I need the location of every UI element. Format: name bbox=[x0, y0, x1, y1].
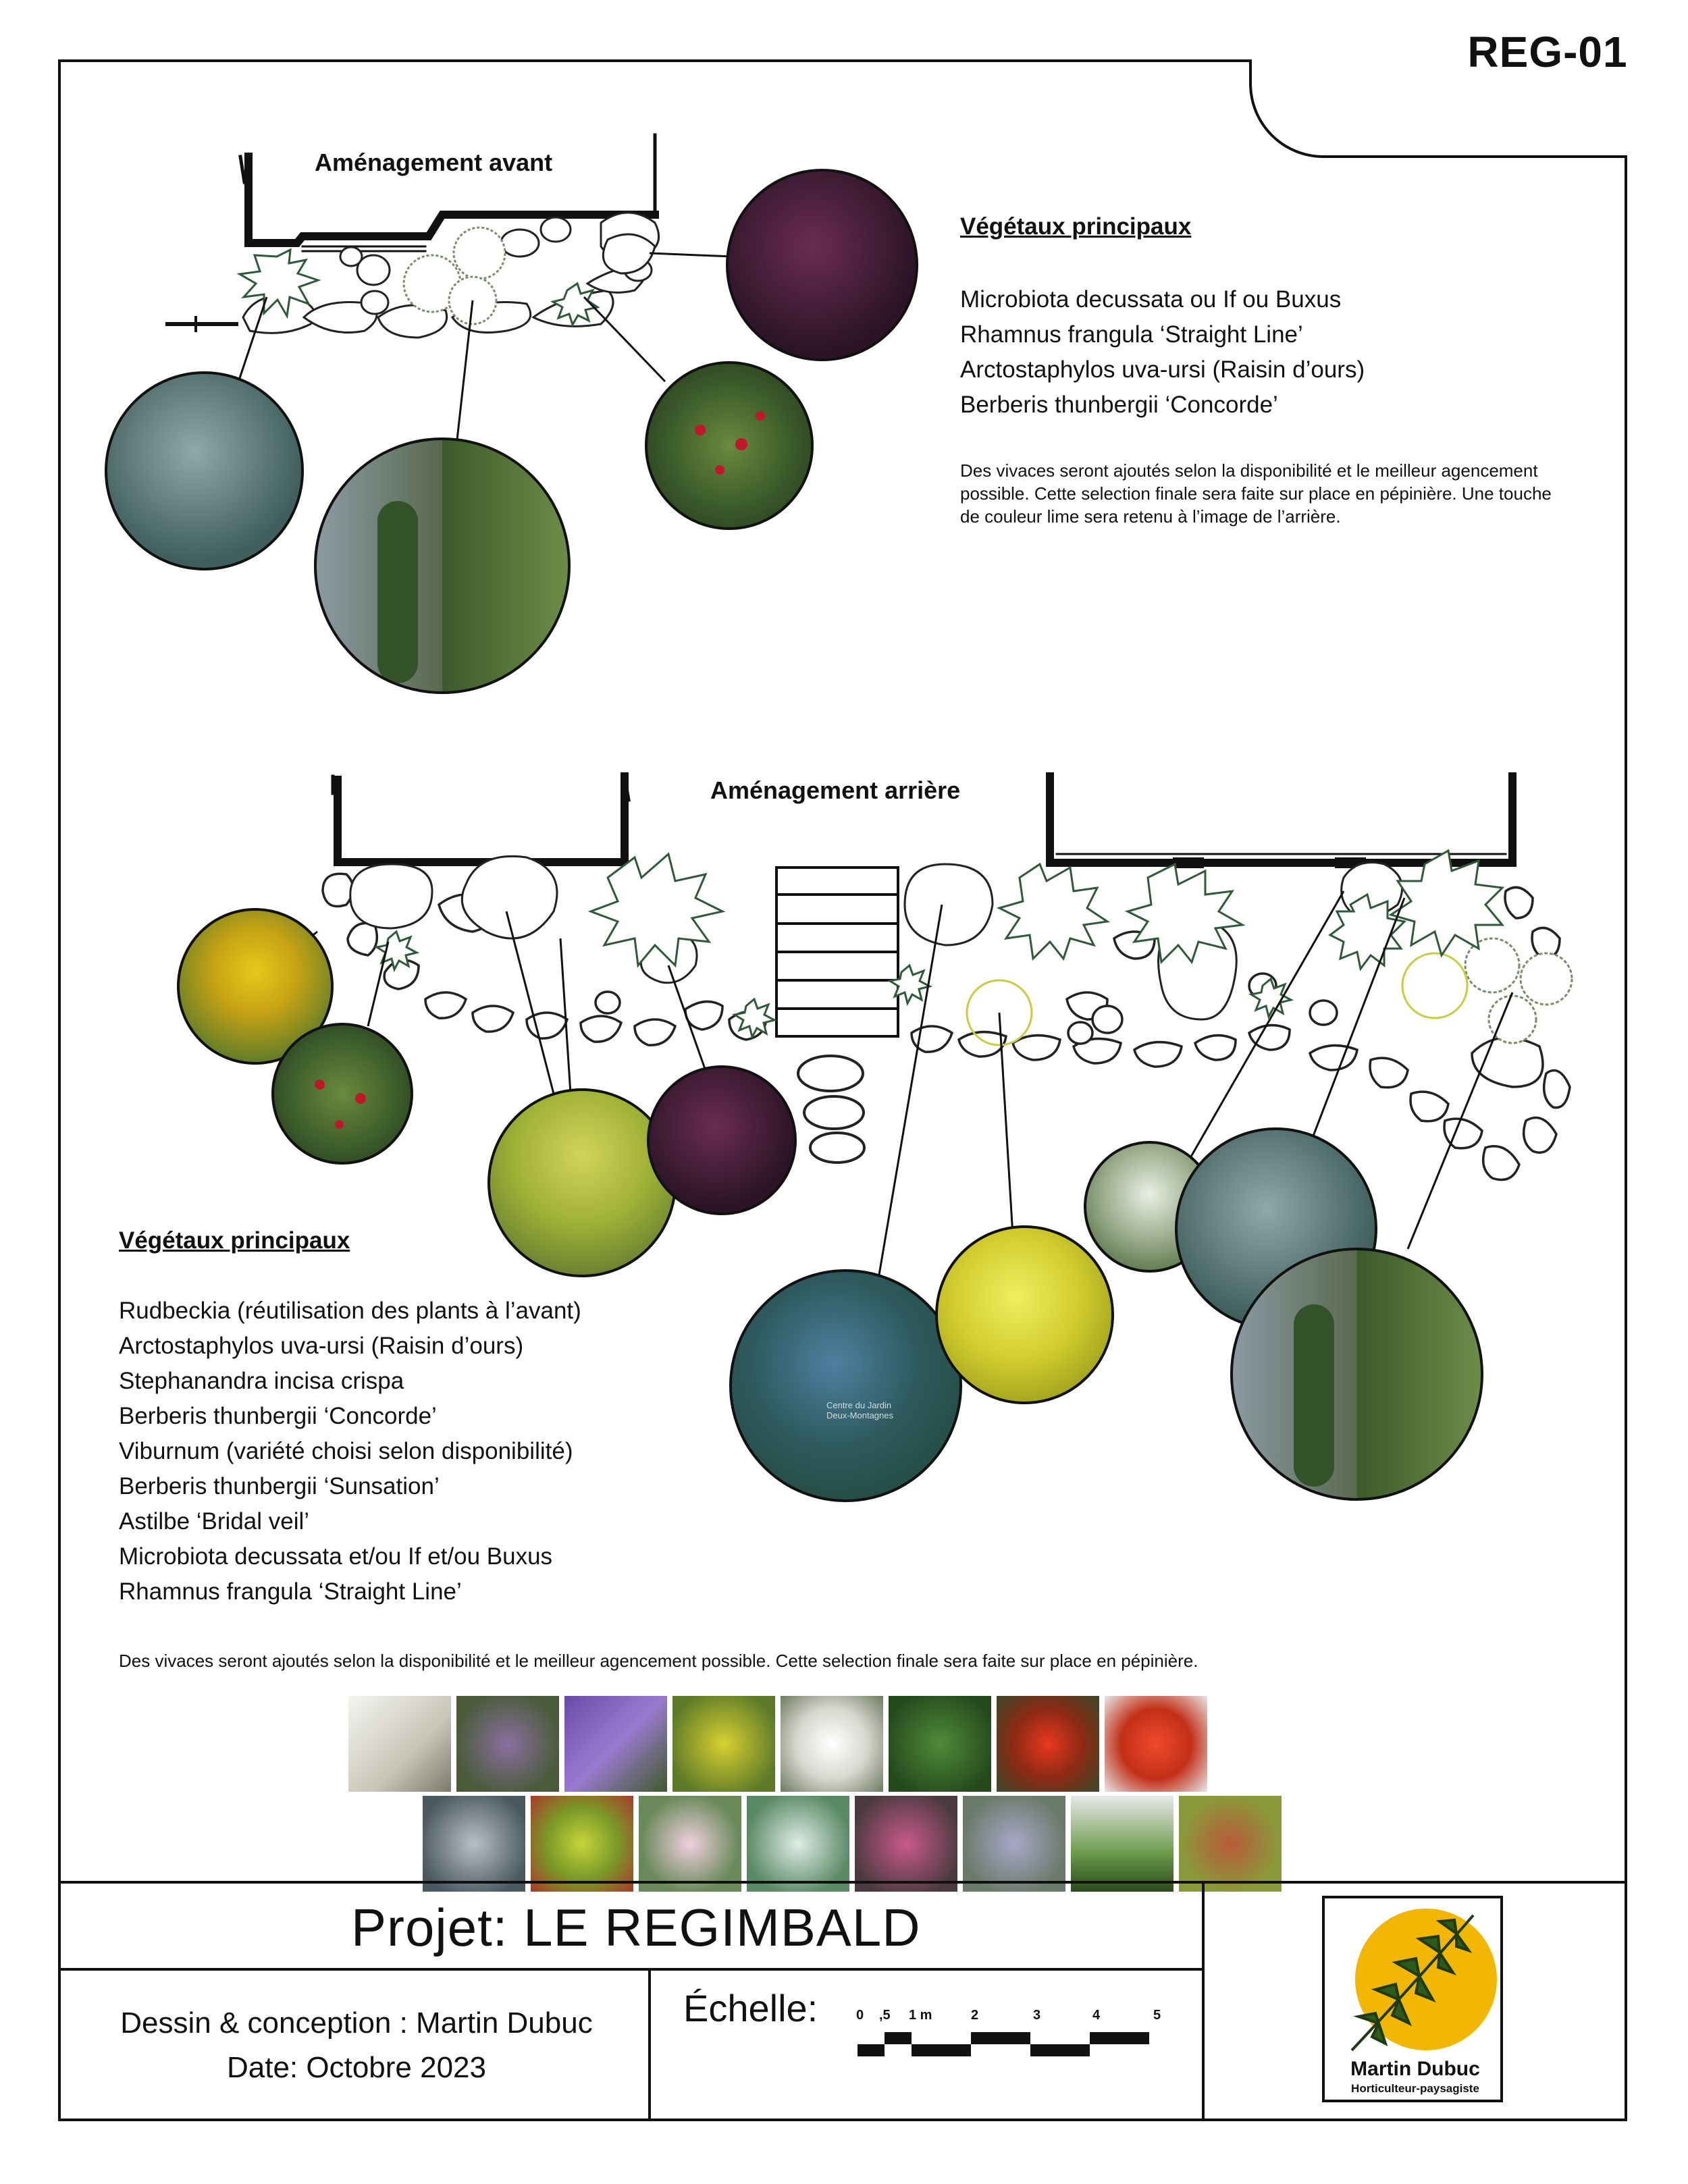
back-perennials-note: Des vivaces seront ajoutés selon la disponibilité et le meilleur agencement possible. Cette selection finale sera faite sur place en pépinière. bbox=[119, 1651, 1198, 1671]
stephanandra-photo bbox=[487, 1088, 677, 1277]
perennial-swatch bbox=[997, 1696, 1099, 1792]
berberis-concorde-photo-back bbox=[647, 1065, 797, 1215]
scale-tick-label: 4 bbox=[1092, 2008, 1101, 2023]
back-plant-item: Rhamnus frangula ‘Straight Line’ bbox=[119, 1578, 462, 1605]
back-plant-item: Arctostaphylos uva-ursi (Raisin d’ours) bbox=[119, 1333, 524, 1359]
perennial-swatch bbox=[423, 1796, 525, 1892]
fern-sun-logo bbox=[1325, 1898, 1500, 2054]
title-block-top-line bbox=[58, 1881, 1627, 1884]
front-plant-item: Berberis thunbergii ‘Concorde’ bbox=[960, 392, 1278, 418]
berberis-concorde-photo-front bbox=[726, 169, 918, 361]
perennial-swatch bbox=[1105, 1696, 1207, 1792]
watermark-line-1: Centre du Jardin bbox=[826, 1400, 892, 1410]
back-plant-item: Berberis thunbergii ‘Sunsation’ bbox=[119, 1473, 440, 1499]
front-plant-item: Arctostaphylos uva-ursi (Raisin d’ours) bbox=[960, 356, 1365, 383]
back-plants-title: Végétaux principaux bbox=[119, 1227, 350, 1254]
title-block-scale-divider bbox=[648, 1968, 651, 2121]
perennial-swatch bbox=[1179, 1796, 1282, 1892]
front-perennials-note: Des vivaces seront ajoutés selon la disponibilité et le meilleur agencement possible. Cette selection finale sera faite sur place en pépinière. Une touche de couleur lime sera retenu à l’image de l’arrière. bbox=[960, 460, 1552, 527]
front-plant-item: Rhamnus frangula ‘Straight Line’ bbox=[960, 321, 1303, 348]
title-block-logo-divider bbox=[1202, 1881, 1205, 2121]
back-plant-list bbox=[119, 1294, 581, 1609]
scale-bar bbox=[858, 2031, 1161, 2065]
back-section-label: Aménagement arrière bbox=[710, 776, 961, 804]
scale-tick-label: ,5 bbox=[879, 2008, 891, 2023]
perennial-swatch bbox=[1071, 1796, 1173, 1892]
arctostaphylos-photo-front bbox=[645, 361, 814, 530]
logo-company-name: Martin Dubuc bbox=[1350, 2058, 1480, 2080]
title-block-mid-line bbox=[58, 1968, 1203, 1971]
back-plant-item: Stephanandra incisa crispa bbox=[119, 1368, 404, 1394]
front-plant-list bbox=[960, 282, 1365, 423]
back-plant-item: Microbiota decussata et/ou If et/ou Buxus bbox=[119, 1543, 553, 1570]
sheet-id: REG-01 bbox=[1467, 28, 1628, 76]
perennial-swatch bbox=[672, 1696, 775, 1792]
drawing-date: Date: Octobre 2023 bbox=[226, 2051, 486, 2084]
watermark-line-2: Deux-Montagnes bbox=[826, 1410, 893, 1420]
perennial-swatch bbox=[456, 1696, 559, 1792]
scale-tick-label: 0 bbox=[856, 2008, 864, 2023]
scale-tick-label: 2 bbox=[971, 2008, 979, 2023]
company-logo bbox=[1322, 1896, 1503, 2102]
rhamnus-straight-line-photo-back bbox=[1230, 1248, 1483, 1501]
berberis-sunsation-photo bbox=[935, 1225, 1114, 1404]
perennial-swatch bbox=[781, 1696, 883, 1792]
rhamnus-straight-line-photo-front bbox=[314, 437, 571, 694]
perennial-swatch bbox=[639, 1796, 741, 1892]
logo-company-subtitle: Horticulteur-paysagiste bbox=[1351, 2082, 1479, 2095]
scale-tick-label: 1 m bbox=[909, 2008, 932, 2023]
front-section-label: Aménagement avant bbox=[315, 149, 553, 176]
perennial-swatch bbox=[348, 1696, 451, 1792]
project-title: Projet: LE REGIMBALD bbox=[351, 1898, 921, 1957]
microbiota-photo-front bbox=[105, 371, 304, 570]
viburnum-photo bbox=[729, 1269, 962, 1502]
photo-watermark bbox=[826, 1400, 893, 1420]
perennial-swatch bbox=[889, 1696, 991, 1792]
scale-tick-label: 3 bbox=[1033, 2008, 1041, 2023]
perennial-swatch bbox=[963, 1796, 1065, 1892]
perennial-swatch bbox=[564, 1696, 667, 1792]
designer-credit: Dessin & conception : Martin Dubuc bbox=[120, 2006, 593, 2040]
back-plant-item: Viburnum (variété choisi selon disponibilité) bbox=[119, 1438, 573, 1464]
arctostaphylos-photo-back bbox=[271, 1023, 413, 1165]
front-plants-title: Végétaux principaux bbox=[960, 213, 1192, 240]
perennial-swatch bbox=[531, 1796, 633, 1892]
back-plant-item: Rudbeckia (réutilisation des plants à l’avant) bbox=[119, 1298, 581, 1324]
back-plant-item: Berberis thunbergii ‘Concorde’ bbox=[119, 1403, 437, 1429]
perennial-swatch bbox=[747, 1796, 849, 1892]
perennial-swatch bbox=[855, 1796, 957, 1892]
back-plant-item: Astilbe ‘Bridal veil’ bbox=[119, 1508, 310, 1535]
scale-tick-label: 5 bbox=[1153, 2008, 1161, 2023]
front-plant-item: Microbiota decussata ou If ou Buxus bbox=[960, 286, 1342, 313]
scale-label: Échelle: bbox=[683, 1987, 818, 2029]
